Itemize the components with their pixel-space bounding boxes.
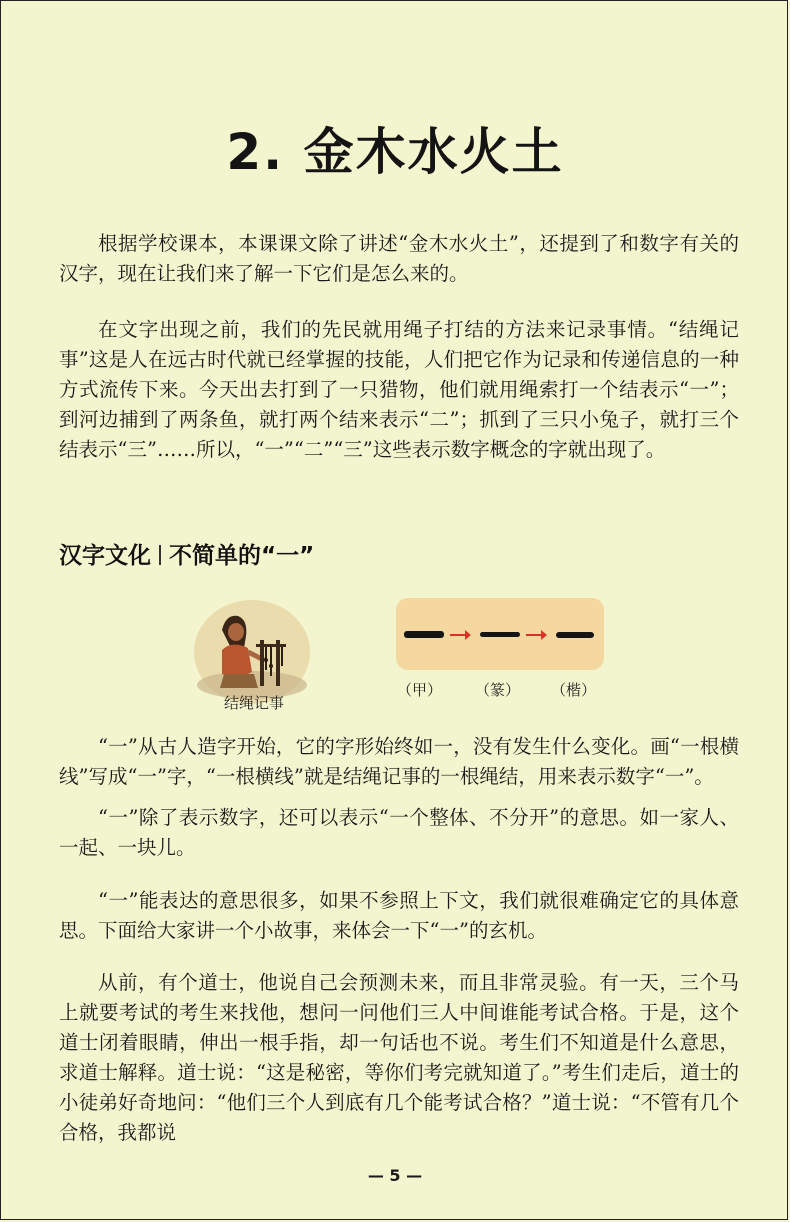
illustration-caption: 结绳记事 — [223, 694, 284, 712]
paragraph-yi-form: “一”从古人造字开始，它的字形始终如一，没有发生什么变化。画“一根横线”写成“一”字，“一根横线”就是结绳记事的一根绳结，用来表示数字“一”。 — [59, 735, 739, 788]
seal-script-stroke — [480, 632, 520, 637]
paragraph-story: 从前，有个道士，他说自己会预测未来，而且非常灵验。有一天，三个马上就要考试的考生来找他，想问一问他们三人中间谁能考试合格。于是，这个道士闭着眼睛，伸出一根手指，却一句话也不说。考生们不知道是什么意思，求道士解释。道士说：“这是秘密，等你们考完就知道了。”考生们走后，道士的小徒弟好奇地问：“他们三个人到底有几个能考试合格？”道士说：“不管有几个合格，我都说 — [59, 971, 739, 1144]
script-evolution-panel — [396, 598, 604, 670]
label-regular-script: （楷） — [551, 681, 597, 699]
regular-script-stroke — [556, 632, 594, 638]
section-heading — [59, 537, 314, 570]
paragraph-yi-context: “一”能表达的意思很多，如果不参照上下文，我们就很难确定它的具体意思。下面给大家讲一个小故事，来体会一下“一”的玄机。 — [59, 889, 739, 942]
paragraph-knot-records: 在文字出现之前，我们的先民就用绳子打结的方法来记录事情。“结绳记事”这是人在远古时代就已经掌握的技能，人们把它作为记录和传递信息的一种方式流传下来。今天出去打到了一只猎物，他们就用绳索打一个结表示“一”；到河边捕到了两条鱼，就打两个结来表示“二”；抓到了三只小兔子，就打三个结表示“三”……所以，“一”“二”“三”这些表示数字概念的字就出现了。 — [59, 318, 739, 461]
arrow-icon — [450, 634, 466, 636]
section-subtitle: 不简单的“一” — [169, 543, 315, 569]
page-number: — 5 — — [367, 1166, 423, 1185]
knot-tying-illustration — [192, 590, 314, 708]
page-title: 2. 金木水火土 — [226, 122, 564, 181]
label-oracle-bone: （甲） — [397, 681, 443, 699]
paragraph-yi-meaning: “一”除了表示数字，还可以表示“一个整体、不分开”的意思。如一家人、一起、一块儿。 — [59, 806, 739, 859]
section-category: 汉字文化 — [59, 543, 151, 569]
arrow-icon — [526, 634, 542, 636]
oracle-bone-stroke — [404, 631, 444, 638]
section-divider — [159, 545, 161, 565]
paragraph-intro: 根据学校课本，本课课文除了讲述“金木水火土”，还提到了和数字有关的汉字，现在让我们来了解一下它们是怎么来的。 — [59, 232, 739, 285]
label-seal-script: （篆） — [475, 681, 521, 699]
